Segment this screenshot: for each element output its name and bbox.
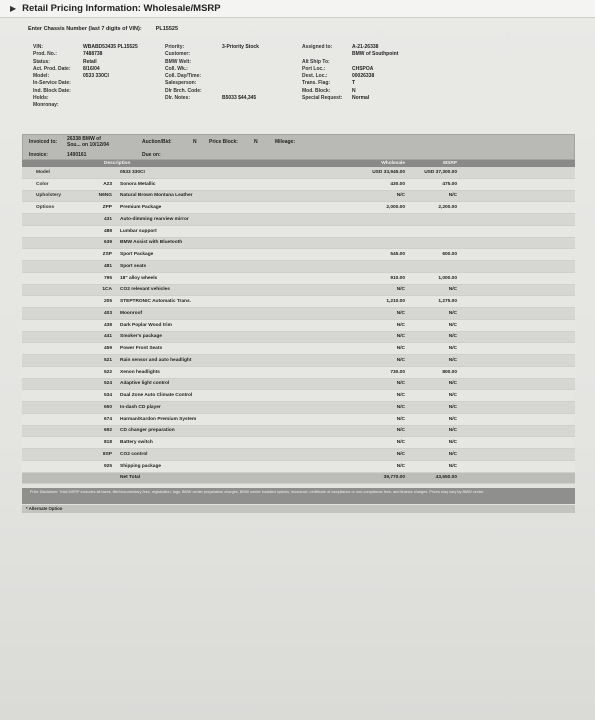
msrp-price: N/C (448, 287, 457, 293)
mileage-label: Mileage: (275, 139, 296, 145)
option-description: 0533 330CI (120, 169, 145, 175)
shipping-info-block (302, 44, 398, 102)
option-description: Harman/Kardon Premium System (120, 416, 197, 422)
info-label: VIN: (33, 44, 43, 50)
option-description: Sport Package (120, 252, 154, 258)
option-description: 18" alloy wheels (120, 275, 158, 281)
wholesale-price: N/C (396, 463, 405, 469)
info-row (33, 59, 138, 66)
wholesale-price: N/C (396, 193, 405, 199)
info-value: 7488738 (83, 51, 103, 58)
info-label: Ind. Block Date: (33, 87, 71, 94)
table-row (22, 426, 575, 438)
info-value: CHSPOA (352, 65, 374, 72)
net-total-row (22, 473, 575, 485)
option-code: 1CA (102, 287, 112, 293)
info-row (302, 66, 398, 73)
price-disclaimer: Price Disclaimer: Total MSRP excludes all taxes, title/documentary fees, registration, tags, BMW center preparation charges, BMW center installed options, insurance, certificate of compliance or non-compliance fees, and finance charges. Prices may vary by BMW center. (22, 488, 575, 504)
option-description: Auto-dimming rearview mirror (120, 216, 189, 222)
option-code: 795 (103, 275, 112, 281)
table-row (22, 332, 575, 344)
msrp-price: N/C (448, 451, 457, 457)
info-value: B5033 $44,345 (222, 95, 257, 102)
info-label: Prod. No.: (33, 51, 57, 58)
wholesale-price: 1,210.00 (386, 299, 405, 305)
option-code: 438 (103, 322, 112, 328)
msrp-price: N/C (448, 416, 457, 422)
info-row (33, 88, 138, 95)
msrp-price: 43,650.00 (435, 475, 457, 481)
msrp-price: N/C (448, 310, 457, 316)
expand-triangle-icon[interactable]: ▶ (10, 4, 17, 13)
info-value: 00026338 (352, 73, 375, 80)
invoiced-to-value-1: 26338 BMW of (67, 136, 101, 142)
table-row (22, 379, 575, 391)
wholesale-price: N/C (396, 322, 405, 328)
auction-value: N (193, 139, 197, 145)
option-description: Smoker's package (120, 334, 162, 340)
alternate-option-note: * Alternate Option (22, 505, 575, 513)
wholesale-price: N/C (396, 346, 405, 352)
table-row (22, 214, 575, 226)
info-label: Alt Ship To: (302, 58, 330, 65)
info-row (33, 102, 138, 109)
msrp-price: 475.00 (442, 181, 457, 187)
info-row (33, 66, 138, 73)
invoice-band (22, 134, 575, 160)
wholesale-price: N/C (396, 428, 405, 434)
option-description: BMW Assist with Bluetooth (120, 240, 183, 246)
table-row (22, 191, 575, 203)
info-row (165, 51, 259, 58)
info-value: N (352, 87, 356, 94)
msrp-price: 600.00 (442, 252, 457, 258)
msrp-price: N/C (448, 463, 457, 469)
table-row (22, 261, 575, 273)
info-row (165, 59, 259, 66)
wholesale-price: N/C (396, 393, 405, 399)
option-code: 524 (103, 381, 112, 387)
order-info-block (165, 44, 259, 102)
invoice-value: 1490161 (67, 152, 87, 158)
info-label: Model: (33, 73, 50, 80)
msrp-price: N/C (448, 381, 457, 387)
table-row (22, 390, 575, 402)
info-label: Holds: (33, 95, 49, 102)
option-code: 818 (103, 440, 112, 446)
table-row (22, 202, 575, 214)
msrp-price: 1,000.00 (438, 275, 457, 281)
info-value: 0533 330CI (83, 73, 109, 80)
chassis-label: Enter Chassis Number (last 7 digits of VIN): (28, 26, 142, 32)
table-row (22, 355, 575, 367)
option-description: Dark Poplar Wood trim (120, 322, 172, 328)
info-label: Trans. Flag: (302, 80, 331, 87)
option-description: Dual Zone Auto Climate Control (120, 393, 193, 399)
msrp-price: N/C (448, 193, 457, 199)
info-label: Customer: (165, 51, 191, 58)
msrp-price: 2,200.00 (438, 205, 457, 211)
info-label: In-Service Date: (33, 80, 71, 87)
info-value: Normal (352, 95, 370, 102)
row-label: Upholstery (36, 193, 62, 199)
option-code: A23 (103, 181, 112, 187)
info-row (302, 44, 398, 51)
wholesale-price: N/C (396, 404, 405, 410)
header-msrp: MSRP (443, 161, 457, 166)
option-description: CO2 relevant vehicles (120, 287, 170, 293)
wholesale-price: N/C (396, 451, 405, 457)
row-label: Model (36, 169, 50, 175)
info-row (33, 73, 138, 80)
msrp-price: N/C (448, 393, 457, 399)
wholesale-price: N/C (396, 287, 405, 293)
option-code: 488 (103, 228, 112, 234)
option-description: Sport seats (120, 263, 147, 269)
info-label: Salesperson: (165, 80, 197, 87)
option-code: N6NG (98, 193, 112, 199)
option-code: 205 (103, 299, 112, 305)
info-row (302, 80, 398, 87)
option-description: Lumbar support (120, 228, 157, 234)
wholesale-price: 2,000.00 (386, 205, 405, 211)
info-row (165, 80, 259, 87)
option-description: Xenon headlights (120, 369, 160, 375)
wholesale-price: 430.00 (390, 181, 405, 187)
table-row (22, 414, 575, 426)
table-row (22, 461, 575, 473)
option-description: Sonora Metallic (120, 181, 156, 187)
table-row (22, 296, 575, 308)
option-description: CD changer preparation (120, 428, 175, 434)
table-row (22, 402, 575, 414)
info-value: 3-Priority Stock (222, 44, 259, 50)
table-row (22, 437, 575, 449)
info-label: Monronay: (33, 102, 59, 109)
table-header (22, 160, 575, 167)
option-code: 674 (103, 416, 112, 422)
option-description: STEPTRONIC Automatic Trans. (120, 299, 191, 305)
header-description: Description (104, 161, 131, 166)
msrp-price: N/C (448, 357, 457, 363)
table-row (22, 308, 575, 320)
invoiced-to-value-2: Sou... on 10/12/04 (67, 142, 109, 148)
pricing-table (22, 160, 575, 484)
info-value: Retail (83, 58, 97, 65)
option-description: Adaptive light control (120, 381, 170, 387)
info-label (302, 51, 352, 58)
wholesale-price: N/C (396, 357, 405, 363)
option-code: 639 (103, 240, 112, 246)
option-code: 925 (103, 463, 112, 469)
table-row (22, 285, 575, 297)
info-label: Dlr. Notes: (165, 95, 191, 102)
chassis-value[interactable]: PL15525 (155, 26, 179, 32)
option-code: 534 (103, 393, 112, 399)
info-row (165, 73, 259, 80)
table-row (22, 343, 575, 355)
info-label: Mod. Block: (302, 87, 331, 94)
info-label: Assigned to: (302, 44, 333, 50)
table-row (22, 320, 575, 332)
table-body (22, 167, 575, 484)
option-code: 650 (103, 404, 112, 410)
info-label: Status: (33, 58, 50, 65)
msrp-price: N/C (448, 346, 457, 352)
wholesale-price: 730.00 (390, 369, 405, 375)
wholesale-price: N/C (396, 440, 405, 446)
info-label: Port Loc.: (302, 65, 326, 72)
page-title: Retail Pricing Information: Wholesale/MSRP (22, 3, 221, 14)
wholesale-price: N/C (396, 334, 405, 340)
msrp-price: N/C (448, 428, 457, 434)
wholesale-price: 910.00 (390, 275, 405, 281)
info-label: Special Request: (302, 95, 343, 102)
table-row (22, 367, 575, 379)
chassis-number-field (28, 26, 178, 32)
info-row (302, 88, 398, 95)
option-description: Natural Brown Montana Leather (120, 193, 193, 199)
option-code: ZSP (102, 252, 112, 258)
table-row (22, 226, 575, 238)
option-description: Battery switch (120, 440, 153, 446)
auction-label: Auction/Bid: (142, 139, 172, 145)
option-code: 481 (103, 263, 112, 269)
msrp-price: 800.00 (442, 369, 457, 375)
wholesale-price: 39,770.00 (383, 475, 405, 481)
option-code: 441 (103, 334, 112, 340)
info-label: Dest. Loc.: (302, 73, 328, 80)
info-row (165, 88, 259, 95)
info-row (165, 44, 259, 51)
table-row (22, 449, 575, 461)
table-row (22, 179, 575, 191)
info-value: A-21-26338 (352, 44, 379, 50)
info-row (33, 80, 138, 87)
msrp-price: N/C (448, 440, 457, 446)
info-label: Priority: (165, 44, 185, 50)
page-header (0, 0, 595, 18)
info-row (302, 73, 398, 80)
option-code: 521 (103, 357, 112, 363)
info-row (302, 59, 398, 66)
info-row (165, 66, 259, 73)
wholesale-price: 545.00 (390, 252, 405, 258)
table-row (22, 167, 575, 179)
invoice-label: Invoice: (29, 152, 48, 158)
msrp-price: N/C (448, 334, 457, 340)
table-row (22, 249, 575, 261)
wholesale-price: USD 33,945.00 (372, 169, 405, 175)
option-description: Power Front Seats (120, 346, 163, 352)
option-description: CO2 control (120, 451, 148, 457)
info-row (33, 51, 138, 58)
option-description: Shipping package (120, 463, 162, 469)
msrp-price: N/C (448, 404, 457, 410)
option-code: 522 (103, 369, 112, 375)
header-wholesale: Wholesale (381, 161, 405, 166)
info-row (302, 95, 398, 102)
wholesale-price: N/C (396, 381, 405, 387)
option-code: 692 (103, 428, 112, 434)
option-code: 403 (103, 310, 112, 316)
option-description: Net Total (120, 475, 141, 481)
price-block-value: N (254, 139, 258, 145)
info-value: T (352, 80, 356, 87)
msrp-price: USD 37,300.00 (424, 169, 457, 175)
option-code: 431 (103, 216, 112, 222)
invoiced-to-label: Invoiced to: (29, 139, 58, 145)
info-row (165, 95, 259, 102)
info-label: Dlr Brch. Code: (165, 87, 202, 94)
msrp-price: N/C (448, 322, 457, 328)
info-value: 8/16/04 (83, 65, 100, 72)
option-code: 459 (103, 346, 112, 352)
table-row (22, 238, 575, 250)
vehicle-info-block (33, 44, 138, 110)
option-description: Moonroof (120, 310, 143, 316)
table-row (22, 273, 575, 285)
option-code: ZPP (102, 205, 112, 211)
price-block-label: Price Block: (209, 139, 238, 145)
info-label: Coll. Day/Time: (165, 73, 202, 80)
row-label: Color (36, 181, 49, 187)
row-label: Options (36, 205, 55, 211)
wholesale-price: N/C (396, 310, 405, 316)
option-description: In-dash CD player (120, 404, 161, 410)
option-description: Premium Package (120, 205, 162, 211)
option-code: 8SP (102, 451, 112, 457)
info-row (33, 95, 138, 102)
info-value: WBABD53435 PL15525 (83, 44, 138, 50)
info-value: BMW of Southpoint (352, 51, 399, 58)
wholesale-price: N/C (396, 416, 405, 422)
msrp-price: 1,275.00 (438, 299, 457, 305)
info-row (302, 51, 398, 58)
info-label: Coll. Wk.: (165, 65, 188, 72)
info-label: BMW Welt: (165, 58, 192, 65)
option-description: Rain sensor and auto headlight (120, 357, 192, 363)
due-on-label: Due on: (142, 152, 161, 158)
info-label: Act. Prod. Date: (33, 65, 71, 72)
info-row (33, 44, 138, 51)
